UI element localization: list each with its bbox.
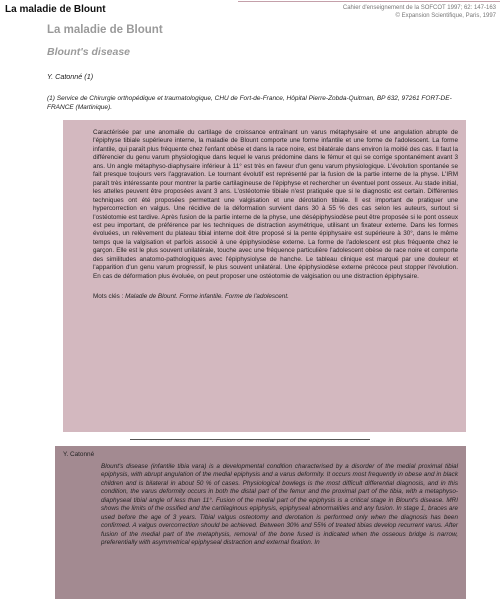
journal-citation: [343, 4, 496, 20]
running-head: La maladie de Blount: [5, 4, 106, 15]
keywords-label: Mots clés :: [93, 293, 124, 301]
author-affiliation: (1) Service de Chirurgie orthopédique et traumatologique, CHU de Fort-de-France, Hôpital Pierre-Zobda-Quitman, BP 632, 97261 FORT-DE-FRANCE (Martinique).: [47, 95, 452, 111]
section-divider: [130, 439, 370, 440]
journal-line-1: Cahier d'enseignement de la SOFCOT 1997; 62: 147-163: [342, 5, 496, 11]
english-abstract-text: Blount's disease (infantile tibia vara) is a developmental condition characterised by a disorder of the medial proximal tibial epiphysis, with abrupt angulation of the medial epiphysis and a varus deformity. It occurs most frequently in obese and in black children and is bilateral in about 50 % of cases. Physiological bowlegs is the most difficult differential diagnosis, and in this condition, the varus deformity occurs in both the distal part of the femur and the proximal part of the tibia, with a metaphyso-diaphyseal tibial angle of less than 11°. Fusion of the medial part of the epiphysis is a critical stage in Blount's disease. MRI shows the limits of the ossified and the cartilaginous epiphysis, epiphyseal abnormalities and any fusion. In stage 1, braces are used before the age of 3 years. Tibial valgus osteotomy and derotation is performed only when the diagnosis has been confirmed. A valgus overcorrection should be achieved. Between 30% and 55% of treated tibias develop recurrent varus. After fusion of the medial part of the metaphysis, removal of the bone fused is indicated when the osseous bridge is narrow, preferentially with asymmetrical epiphyseal distraction and external fixation. In: [101, 463, 458, 547]
journal-line-2: © Expansion Scientifique, Paris, 1997: [395, 13, 496, 19]
french-summary-box: [63, 120, 466, 432]
french-summary-text: Caractérisée par une anomalie du cartilage de croissance entraînant un varus métaphysaire et une angulation abrupte de l'épiphyse tibiale supérieure interne, la maladie de Blount comporte une forme infantile et une forme de l'adolescent. La forme infantile, qui paraît plus fréquente chez l'enfant obèse et dans la race noire, est bilatérale dans environ la moitié des cas. Il faut la différencier du genu varum physiologique dans lequel le varus prédomine dans le fémur et qui se corrige spontanément avant 3 ans. Un angle métaphyso-diaphysaire inférieur à 11° est très en faveur d'un genu varum physiologique. L'évolution spontanée se fait presque toujours vers l'aggravation. Le tournant évolutif est représenté par la fusion de la partie interne de la physe. L'IRM paraît très intéressante pour montrer la partie cartilagineuse de l'épiphyse et rechercher un éventuel pont osseux. Au stade initial, les attelles peuvent être proposées avant 3 ans. L'ostéotomie tibiale n'est pratiquée que si le diagnostic est certain. Différentes techniques ont été proposées permettant une valgisation et une dérotation tibiale. Il est important de pratiquer une hypercorrection en valgus. Une récidive de la déformation survient dans 30 à 55 % des cas selon les auteurs, surtout si l'ostéotomie est tardive. Après fusion de la partie interne de la physe, une désépiphysiodèse peut être proposée si le pont osseux est peu important, de préférence par les techniques de distraction asymétrique, utilisant un fixateur externe. Dans les formes évoluées, un relèvement du plateau tibial interne doit être proposé si la pente épiphysaire est supérieure à 30°, dans le même temps que la valgisation et parfois associé à une épiphysiodèse externe. La forme de l'adolescent est plus fréquente chez le garçon. Elle est le plus souvent unilatérale, touche avec une fréquence particulière l'adolescent obèse de race noire et comporte des similitudes anatomo-pathologiques avec l'épiphysiolyse de hanche. Le tableau clinique est marqué par une douleur et l'apparition d'un genu varum progressif, le plus souvent unilatéral. Une épiphysiodèse externe précoce peut stopper l'évolution. En cas de déformation plus évoluée, on peut proposer une ostéotomie de valgisation ou une distraction épiphysaire.: [93, 129, 458, 280]
abstract-author-label: Y. Catonné: [63, 451, 95, 458]
keywords-list: Maladie de Blount. Forme infantile. Forme de l'adolescent.: [125, 293, 289, 301]
keywords-line: [93, 293, 458, 301]
article-title: La maladie de Blount: [47, 24, 163, 36]
top-rule: [238, 1, 500, 2]
article-subtitle: Blount's disease: [47, 46, 131, 58]
article-author: Y. Catonné (1): [47, 72, 94, 81]
english-abstract-box: [55, 446, 466, 599]
